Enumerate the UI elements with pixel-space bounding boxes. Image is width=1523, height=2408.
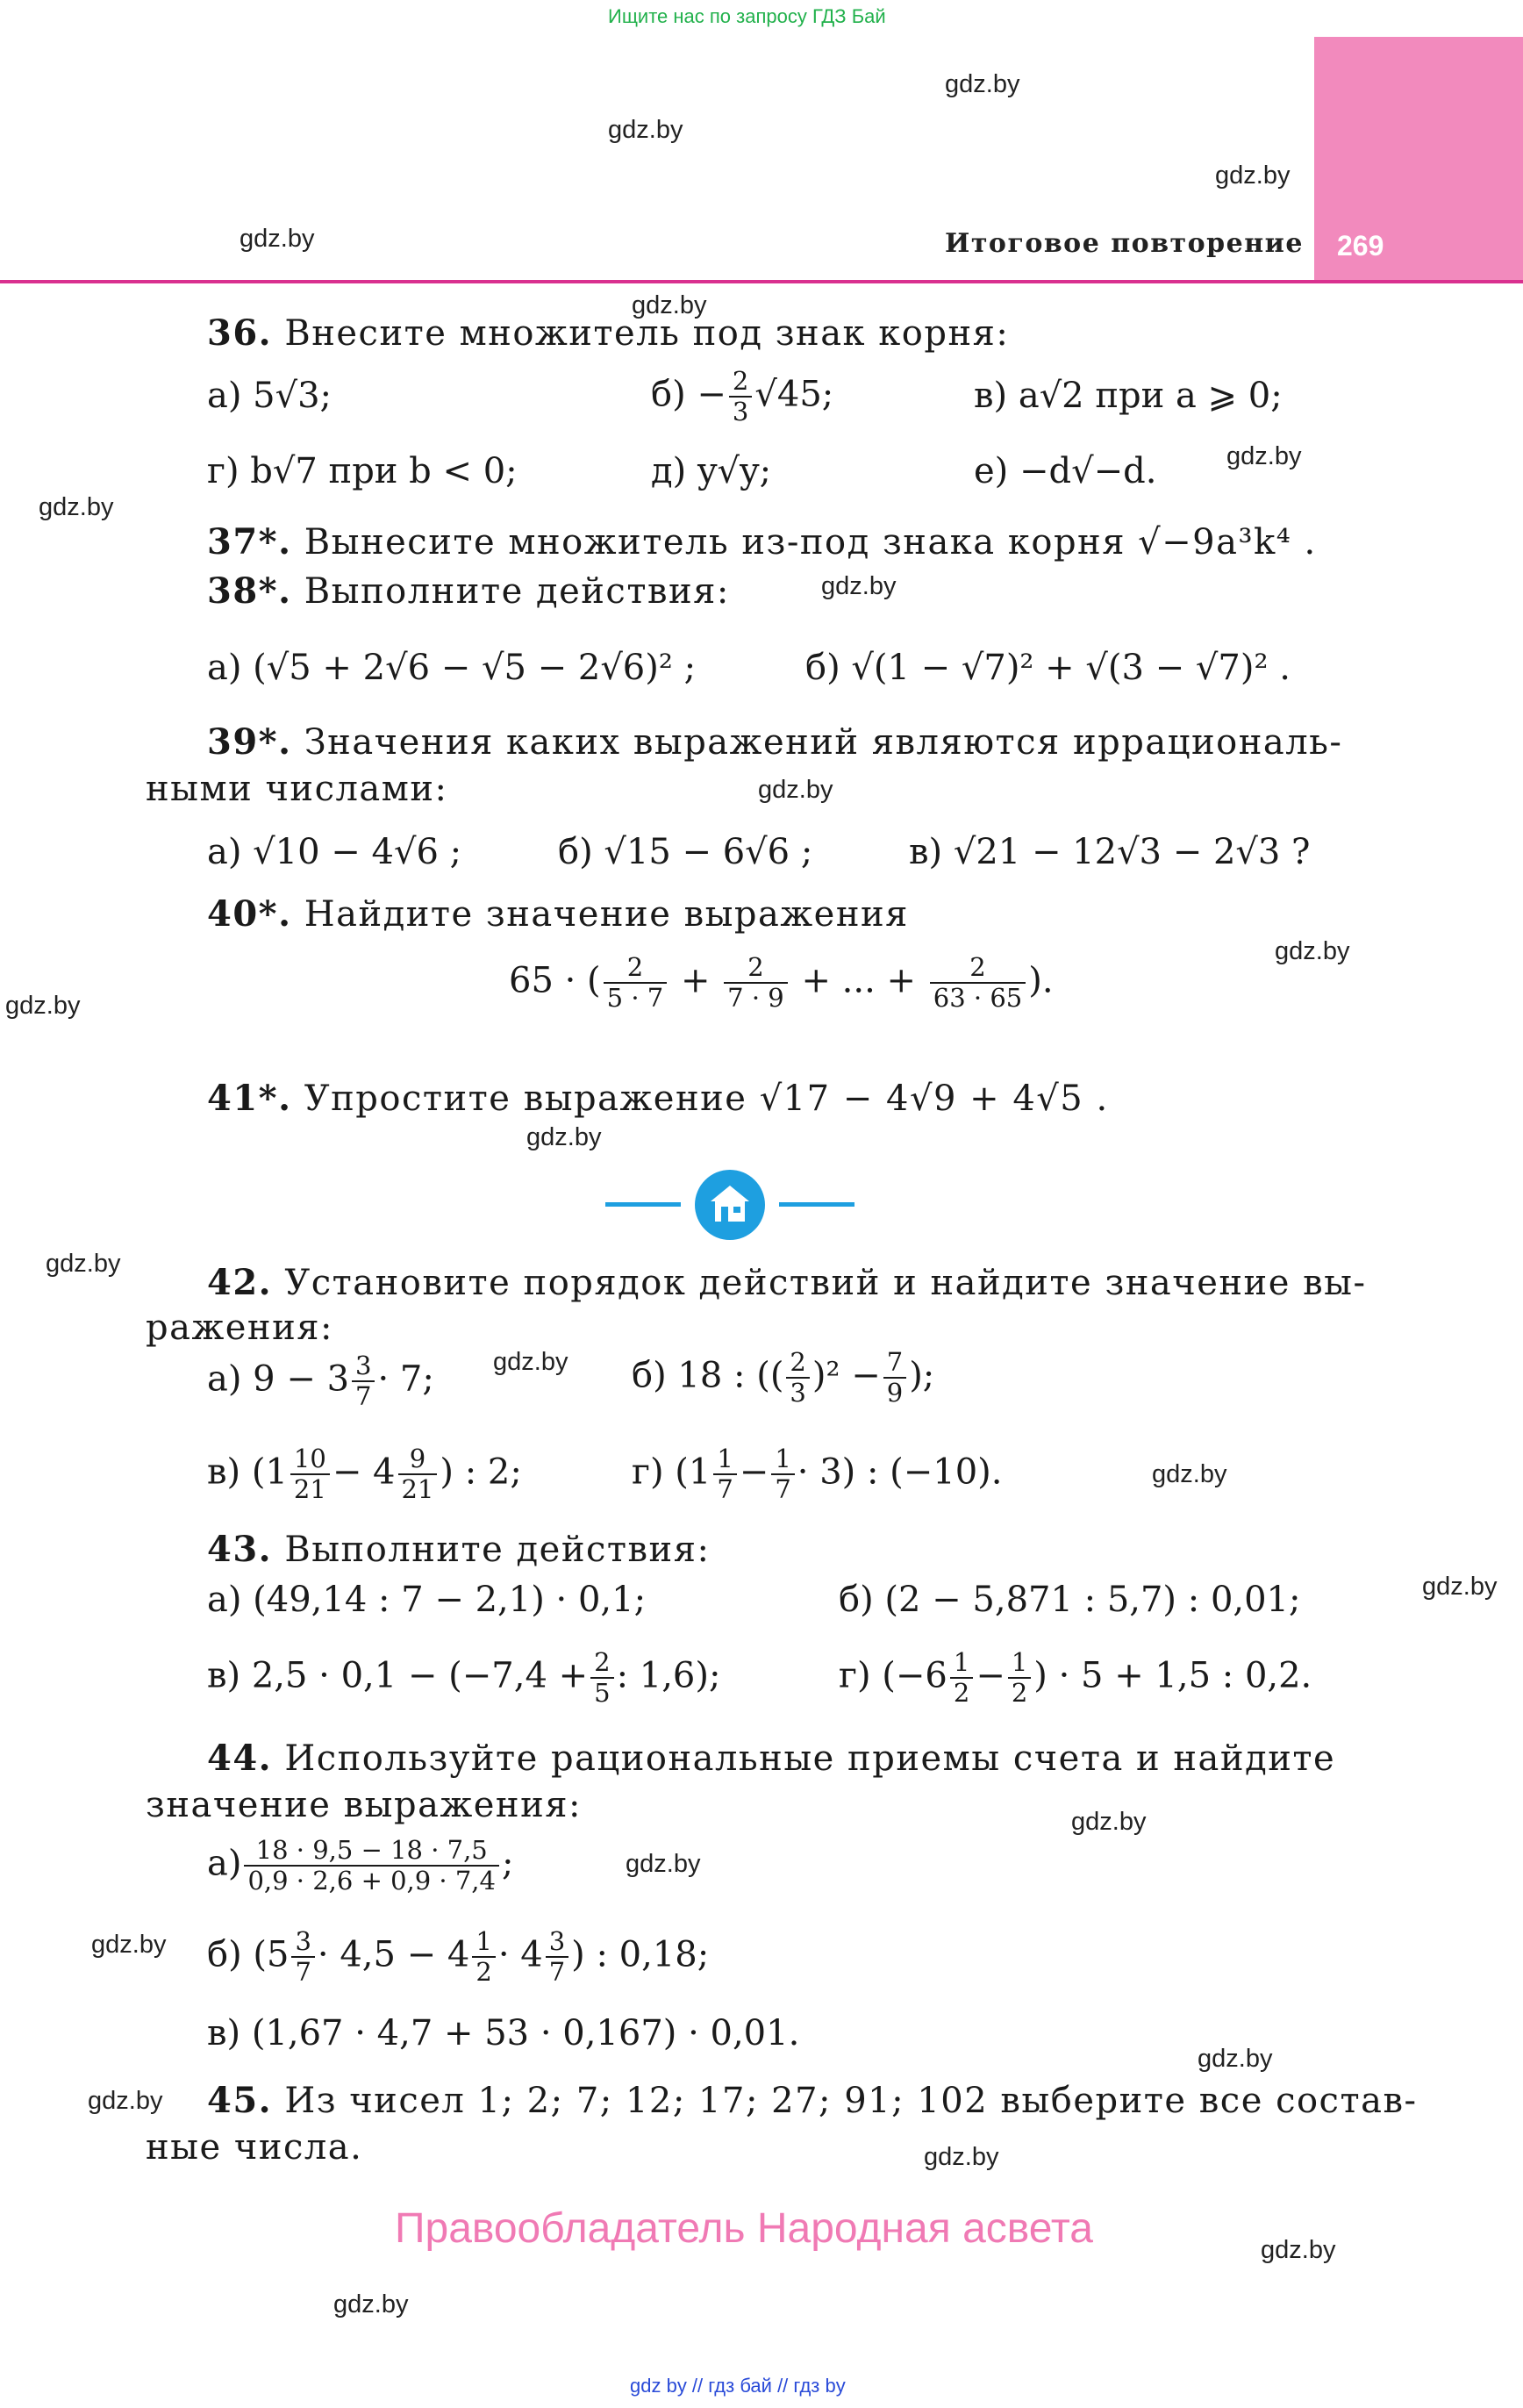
task-text: Выполните действия: xyxy=(284,1530,711,1570)
item-text: а) 9 − 3 xyxy=(207,1358,350,1400)
task-41 xyxy=(207,1078,1109,1119)
task-text: Найдите значение выражения xyxy=(304,894,909,935)
task-44-v: в) (1,67 · 4,7 + 53 · 0,167) · 0,01. xyxy=(207,2013,800,2053)
fraction xyxy=(604,953,668,1014)
item-text: г) (1 xyxy=(632,1451,711,1493)
numerator: 3 xyxy=(291,1927,314,1958)
task-45-text-cont: ные числа. xyxy=(146,2127,363,2168)
item-text: б) 18 : (( xyxy=(632,1355,784,1396)
task-43 xyxy=(207,1529,710,1570)
item-text: ; xyxy=(501,1843,514,1884)
task-36-a: а) 5√3; xyxy=(207,376,332,416)
watermark: gdz.by xyxy=(46,1250,121,1278)
task-number: 36. xyxy=(207,312,273,354)
task-42-a xyxy=(207,1351,434,1412)
denominator: 0,9 · 2,6 + 0,9 · 7,4 xyxy=(247,1866,496,1896)
watermark: gdz.by xyxy=(758,776,833,804)
denominator: 7 xyxy=(775,1474,791,1505)
task-44-b xyxy=(207,1927,709,1988)
fraction xyxy=(930,953,1026,1014)
fraction xyxy=(724,953,788,1014)
fraction xyxy=(244,1836,499,1896)
task-number: 45. xyxy=(207,2080,273,2121)
task-45 xyxy=(207,2080,1417,2121)
fraction xyxy=(729,367,752,427)
item-text: ). xyxy=(1028,960,1054,1001)
task-text: Значения каких выражений являются иррациональ- xyxy=(304,722,1343,763)
watermark: gdz.by xyxy=(1226,442,1302,470)
task-number: 44. xyxy=(207,1738,273,1779)
task-43-g xyxy=(839,1648,1312,1709)
watermark: gdz.by xyxy=(333,2290,409,2318)
task-42-g xyxy=(632,1444,1003,1505)
numerator: 2 xyxy=(786,1348,809,1379)
task-42-v xyxy=(207,1444,522,1505)
watermark: gdz.by xyxy=(91,1931,167,1959)
task-39 xyxy=(207,721,1342,763)
numerator: 3 xyxy=(546,1927,568,1958)
denominator: 2 xyxy=(475,1957,492,1988)
task-38-b: б) √(1 − √7)² + √(3 − √7)² . xyxy=(805,648,1291,688)
watermark: gdz.by xyxy=(632,291,707,319)
denominator: 2 xyxy=(953,1678,970,1709)
item-text: б) − xyxy=(651,374,726,415)
task-40-expression xyxy=(509,953,1054,1014)
task-36-d: д) y√y; xyxy=(651,451,772,491)
task-43-v xyxy=(207,1648,720,1709)
watermark: gdz.by xyxy=(608,116,683,144)
fraction xyxy=(546,1927,568,1988)
numerator: 2 xyxy=(604,953,668,984)
task-37 xyxy=(207,521,1317,563)
fraction xyxy=(590,1648,613,1709)
item-text: ) : 0,18; xyxy=(571,1934,710,1975)
item-text: : 1,6); xyxy=(616,1655,721,1696)
denominator: 21 xyxy=(401,1474,434,1505)
watermark: gdz.by xyxy=(1198,2045,1273,2073)
top-banner: Ищите нас по запросу ГДЗ Бай xyxy=(608,5,886,27)
item-text: )² − xyxy=(812,1355,881,1396)
numerator: 10 xyxy=(290,1444,330,1475)
fraction xyxy=(352,1351,375,1412)
denominator: 9 xyxy=(886,1378,904,1408)
fraction xyxy=(398,1444,438,1505)
task-44-text-cont: значение выражения: xyxy=(146,1785,582,1825)
task-number: 42. xyxy=(207,1262,273,1303)
denominator: 7 · 9 xyxy=(727,983,784,1014)
task-text: Упростите выражение xyxy=(304,1079,747,1119)
house-icon xyxy=(695,1170,765,1240)
task-text: Используйте рациональные приемы счета и найдите xyxy=(284,1738,1336,1779)
watermark: gdz.by xyxy=(5,992,81,1020)
task-39-v: в) √21 − 12√3 − 2√3 ? xyxy=(909,832,1311,872)
watermark: gdz.by xyxy=(1261,2236,1336,2264)
fraction xyxy=(771,1444,794,1505)
numerator: 3 xyxy=(352,1351,375,1382)
task-44 xyxy=(207,1738,1335,1779)
numerator: 2 xyxy=(724,953,788,984)
item-text: · 4 xyxy=(497,1934,543,1975)
task-42-b xyxy=(632,1348,934,1408)
task-38-a: а) (√5 + 2√6 − √5 − 2√6)² ; xyxy=(207,648,697,688)
task-39-a: а) √10 − 4√6 ; xyxy=(207,832,462,872)
fraction xyxy=(291,1927,314,1988)
fraction xyxy=(950,1648,973,1709)
task-number: 41*. xyxy=(207,1078,292,1119)
task-39-text-cont: ными числами: xyxy=(146,769,448,809)
task-number: 38*. xyxy=(207,570,292,612)
item-text: в) 2,5 · 0,1 − (−7,4 + xyxy=(207,1655,589,1696)
denominator: 7 xyxy=(355,1381,372,1412)
watermark: gdz.by xyxy=(821,572,897,600)
watermark: gdz.by xyxy=(526,1123,602,1151)
task-expression: √−9a³k⁴ . xyxy=(1138,522,1317,563)
watermark: gdz.by xyxy=(924,2143,999,2171)
watermark: gdz.by xyxy=(945,70,1020,98)
numerator: 1 xyxy=(472,1927,495,1958)
section-title: Итоговое повторение xyxy=(945,228,1304,259)
task-number: 40*. xyxy=(207,893,292,935)
item-text: √45; xyxy=(754,374,834,415)
numerator: 1 xyxy=(771,1444,794,1475)
item-text: г) (−6 xyxy=(839,1655,947,1696)
task-text: Выполните действия: xyxy=(304,571,730,612)
fraction xyxy=(290,1444,330,1505)
task-43-b: б) (2 − 5,871 : 5,7) : 0,01; xyxy=(839,1580,1301,1620)
task-number: 37*. xyxy=(207,521,292,563)
denominator: 5 xyxy=(594,1678,611,1709)
watermark: gdz.by xyxy=(1152,1460,1227,1488)
task-36-g: г) b√7 при b < 0; xyxy=(207,451,518,491)
fraction xyxy=(883,1348,906,1408)
task-number: 39*. xyxy=(207,721,292,763)
numerator: 2 xyxy=(729,367,752,398)
denominator: 63 · 65 xyxy=(933,983,1023,1014)
fraction xyxy=(1008,1648,1031,1709)
task-42-text-cont: ражения: xyxy=(146,1308,333,1348)
footer-links[interactable]: gdz by // гдз бай // гдз by xyxy=(630,2375,846,2397)
header-divider xyxy=(0,280,1523,283)
page-number: 269 xyxy=(1337,230,1384,262)
watermark: gdz.by xyxy=(1215,161,1291,190)
numerator: 2 xyxy=(930,953,1026,984)
item-text: ) : 2; xyxy=(440,1451,522,1493)
item-text: ); xyxy=(909,1355,935,1396)
item-text: 65 · ( xyxy=(509,960,601,1001)
item-text: + xyxy=(680,960,711,1001)
task-44-a xyxy=(207,1836,513,1896)
numerator: 18 · 9,5 − 18 · 7,5 xyxy=(244,1836,499,1867)
item-text: ) · 5 + 1,5 : 0,2. xyxy=(1033,1655,1312,1696)
item-text: в) (1 xyxy=(207,1451,288,1493)
item-text: а) xyxy=(207,1843,242,1884)
item-text: · 4,5 − 4 xyxy=(317,1934,470,1975)
denominator: 2 xyxy=(1011,1678,1028,1709)
fraction xyxy=(713,1444,736,1505)
numerator: 1 xyxy=(713,1444,736,1475)
denominator: 7 xyxy=(295,1957,311,1988)
item-text: − xyxy=(976,1655,1005,1696)
numerator: 1 xyxy=(1008,1648,1031,1679)
numerator: 1 xyxy=(950,1648,973,1679)
task-39-b: б) √15 − 6√6 ; xyxy=(558,832,813,872)
watermark: gdz.by xyxy=(626,1850,701,1878)
task-36-b xyxy=(651,367,833,427)
task-43-a: а) (49,14 : 7 − 2,1) · 0,1; xyxy=(207,1580,647,1620)
task-text: Внесите множитель под знак корня: xyxy=(284,313,1010,354)
watermark: gdz.by xyxy=(240,225,315,253)
task-text: Вынесите множитель из-под знака корня xyxy=(304,522,1126,563)
watermark: gdz.by xyxy=(1422,1573,1498,1601)
item-text: · 3) : (−10). xyxy=(797,1451,1003,1493)
task-expression: √17 − 4√9 + 4√5 . xyxy=(759,1079,1109,1119)
denominator: 7 xyxy=(717,1474,733,1505)
item-text: − xyxy=(739,1451,769,1493)
numerator: 9 xyxy=(398,1444,438,1475)
separator-line xyxy=(779,1202,854,1207)
denominator: 3 xyxy=(732,397,749,427)
item-text: б) (5 xyxy=(207,1934,290,1975)
item-text: − 4 xyxy=(332,1451,396,1493)
item-text: · 7; xyxy=(377,1358,434,1400)
denominator: 3 xyxy=(790,1378,806,1408)
task-text: Установите порядок действий и найдите значение вы- xyxy=(284,1263,1367,1303)
watermark: gdz.by xyxy=(1275,937,1350,965)
denominator: 21 xyxy=(293,1474,326,1505)
numerator: 2 xyxy=(590,1648,613,1679)
task-36 xyxy=(207,312,1009,354)
task-number: 43. xyxy=(207,1529,273,1570)
watermark: gdz.by xyxy=(493,1348,568,1376)
fraction xyxy=(472,1927,495,1988)
task-42 xyxy=(207,1262,1366,1303)
watermark: gdz.by xyxy=(39,493,114,521)
denominator: 7 xyxy=(548,1957,566,1988)
task-text: Из чисел 1; 2; 7; 12; 17; 27; 91; 102 выберите все состав- xyxy=(284,2081,1418,2121)
numerator: 7 xyxy=(883,1348,906,1379)
copyright-notice: Правообладатель Народная асвета xyxy=(395,2205,1093,2252)
denominator: 5 · 7 xyxy=(606,983,664,1014)
watermark: gdz.by xyxy=(1071,1808,1147,1836)
separator-line xyxy=(605,1202,681,1207)
house-icon-svg xyxy=(695,1170,765,1240)
watermark: gdz.by xyxy=(88,2087,163,2115)
task-40 xyxy=(207,893,909,935)
item-text: + ... + xyxy=(801,960,917,1001)
task-36-e: е) −d√−d. xyxy=(974,451,1157,491)
fraction xyxy=(786,1348,809,1408)
task-36-v: в) a√2 при a ⩾ 0; xyxy=(974,376,1283,416)
task-38 xyxy=(207,570,730,612)
